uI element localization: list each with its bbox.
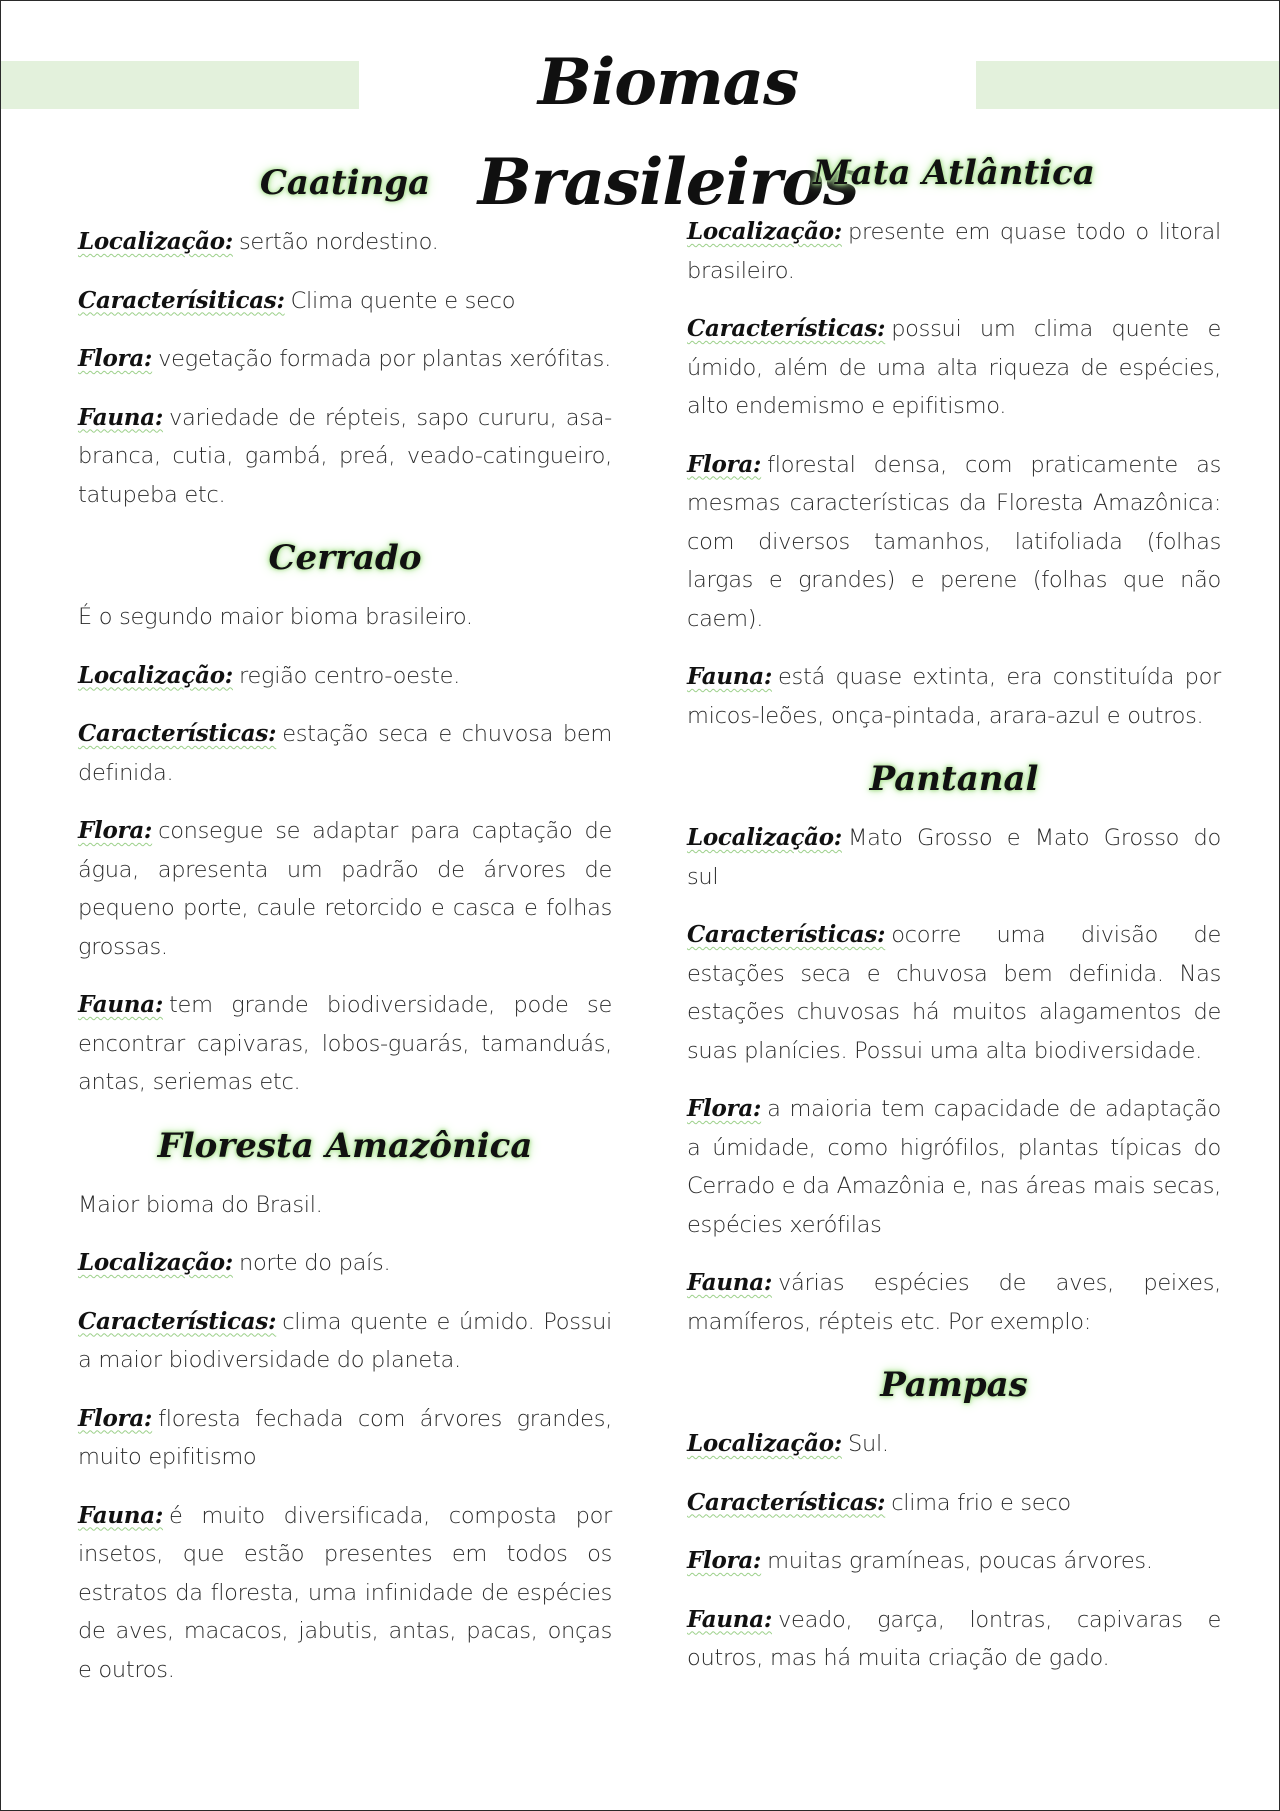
biome-title: Pampas	[880, 1365, 1028, 1405]
paragraph-text: está quase extinta, era constituída por micos-leões, onça-pintada, arara-azul e outros.	[687, 664, 1221, 729]
paragraph-label: Fauna:	[687, 1605, 773, 1633]
biome-paragraph	[78, 715, 612, 792]
paragraph-text: clima frio e seco	[891, 1489, 1071, 1516]
biome-paragraph	[78, 1400, 612, 1477]
paragraph-text: consegue se adaptar para captação de água, apresenta um padrão de árvores de pequeno porte, caule retorcido e casca e folhas grossas.	[78, 818, 612, 960]
paragraph-text: região centro-oeste.	[239, 662, 460, 689]
biome-paragraph	[687, 1425, 1221, 1464]
page-title: Biomas Brasileiros	[477, 45, 859, 220]
biome-paragraph	[78, 598, 612, 637]
biome-paragraph	[78, 1303, 612, 1380]
paragraph-label: Localização:	[78, 228, 233, 255]
biome-title: Mata Atlântica	[813, 153, 1095, 193]
paragraph-label: Flora:	[78, 345, 153, 372]
paragraph-label: Localização:	[687, 218, 842, 245]
biome-paragraph	[78, 812, 612, 966]
biome-section-pantanal	[687, 755, 1221, 1341]
paragraph-label: Características:	[687, 315, 886, 342]
paragraph-text: Mato Grosso e Mato Grosso do sul	[687, 825, 1221, 890]
header-band-right	[976, 61, 1279, 109]
paragraph-text: norte do país.	[239, 1250, 391, 1276]
biome-paragraph	[687, 1542, 1221, 1581]
paragraph-text: Sul.	[848, 1431, 889, 1457]
biome-paragraph	[687, 658, 1221, 735]
biome-section-caatinga	[78, 159, 612, 514]
biome-section-mata-atlantica	[687, 149, 1221, 735]
biome-paragraph	[78, 399, 612, 515]
paragraph-label: Características:	[687, 921, 886, 948]
biome-paragraph	[687, 446, 1221, 639]
paragraph-label: Flora:	[78, 1404, 153, 1432]
paragraph-label: Localização:	[78, 661, 233, 689]
paragraph-text: estação seca e chuvosa bem definida.	[78, 721, 612, 786]
paragraph-label: Fauna:	[78, 1501, 164, 1529]
biome-paragraph	[687, 1484, 1221, 1523]
paragraph-text: a maioria tem capacidade de adaptação a úmidade, como higrófilos, plantas típicas do Cerrado e da Amazônia e, nas áreas mais secas, espécies xerófilas	[687, 1096, 1221, 1238]
paragraph-text: variedade de répteis, sapo cururu, asa-branca, cutia, gambá, preá, veado-catingueiro, tatupeba etc.	[78, 404, 612, 508]
biome-paragraph	[78, 986, 612, 1102]
paragraph-text: é muito diversificada, composta por insetos, que estão presentes em todos os estratos da floresta, uma infinidade de espécies de aves, macacos, jabutis, antas, pacas, onças e outros.	[78, 1502, 612, 1683]
paragraph-text: Clima quente e seco	[290, 287, 516, 314]
biome-paragraph	[78, 340, 612, 379]
biome-paragraph	[687, 1601, 1221, 1678]
biome-paragraph	[78, 223, 612, 262]
paragraph-label: Características:	[687, 1488, 886, 1516]
biome-paragraph	[78, 1244, 612, 1283]
paragraph-text: clima quente e úmido. Possui a maior biodiversidade do planeta.	[78, 1308, 612, 1373]
biome-paragraph	[687, 310, 1221, 426]
biome-paragraph	[687, 213, 1221, 290]
biome-paragraph	[687, 1090, 1221, 1244]
biome-title: Cerrado	[268, 538, 422, 578]
biome-paragraph	[78, 1186, 612, 1225]
paragraph-text: sertão nordestino.	[239, 229, 439, 255]
paragraph-label: Flora:	[687, 1095, 762, 1122]
paragraph-text: florestal densa, com praticamente as mesmas características da Floresta Amazônica: com diversos tamanhos, latifoliada (folhas largas e grandes) e perene (folhas que não caem).	[687, 451, 1221, 632]
biome-title: Caatinga	[259, 163, 431, 203]
biome-section-pampas	[687, 1361, 1221, 1678]
biome-paragraph	[687, 1264, 1221, 1341]
left-column	[78, 159, 612, 1709]
paragraph-label: Características:	[78, 1307, 277, 1335]
biome-title: Floresta Amazônica	[157, 1125, 533, 1166]
paragraph-label: Fauna:	[78, 991, 164, 1018]
paragraph-text: vegetação formada por plantas xerófitas.	[158, 346, 611, 372]
biome-section-cerrado	[78, 534, 612, 1102]
paragraph-text: várias espécies de aves, peixes, mamíferos, répteis etc. Por exemplo:	[687, 1270, 1221, 1335]
biome-paragraph	[687, 819, 1221, 896]
paragraph-label: Flora:	[78, 817, 153, 844]
biome-paragraph	[78, 1497, 612, 1690]
paragraph-text: É o segundo maior bioma brasileiro.	[78, 604, 473, 630]
paragraph-text: possui um clima quente e úmido, além de uma alta riqueza de espécies, alto endemismo e epifitismo.	[687, 316, 1221, 419]
paragraph-label: Localização:	[687, 824, 842, 851]
paragraph-label: Fauna:	[687, 663, 773, 690]
paragraph-label: Flora:	[687, 450, 762, 478]
header-band-left	[1, 61, 359, 109]
biome-paragraph	[687, 916, 1221, 1070]
paragraph-label: Fauna:	[78, 403, 164, 431]
paragraph-label: Localização:	[687, 1430, 842, 1457]
right-column	[687, 149, 1221, 1698]
paragraph-label: Caracterísiticas:	[78, 286, 285, 314]
paragraph-text: ocorre uma divisão de estações seca e chuvosa bem definida. Nas estações chuvosas há muitos alagamentos de suas planícies. Possui uma alta biodiversidade.	[687, 922, 1221, 1064]
paragraph-text: presente em quase todo o litoral brasileiro.	[687, 219, 1221, 284]
paragraph-text: tem grande biodiversidade, pode se encontrar capivaras, lobos-guarás, tamanduás, antas, seriemas etc.	[78, 992, 612, 1095]
biome-section-floresta-amazonica	[78, 1122, 612, 1690]
paragraph-label: Características:	[78, 720, 277, 747]
paragraph-text: floresta fechada com árvores grandes, muito epifitismo	[78, 1405, 612, 1470]
paragraph-text: veado, garça, lontras, capivaras e outros, mas há muita criação de gado.	[687, 1606, 1221, 1671]
paragraph-label: Flora:	[687, 1547, 762, 1574]
paragraph-text: Maior bioma do Brasil.	[78, 1191, 323, 1218]
paragraph-label: Localização:	[78, 1249, 233, 1276]
biome-paragraph	[78, 657, 612, 696]
biome-paragraph	[78, 282, 612, 321]
paragraph-text: muitas gramíneas, poucas árvores.	[767, 1548, 1153, 1574]
paragraph-label: Fauna:	[687, 1269, 773, 1296]
biome-title: Pantanal	[869, 759, 1039, 799]
